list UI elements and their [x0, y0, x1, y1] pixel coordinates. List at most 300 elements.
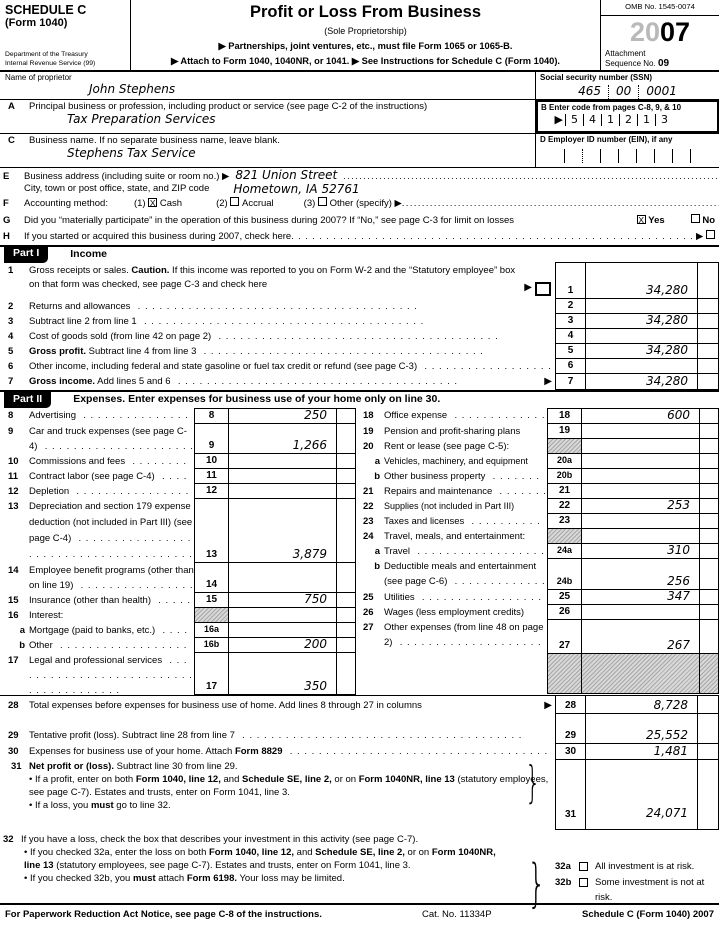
line19-amount-field[interactable] — [581, 424, 699, 439]
line3-amount-field[interactable]: 34,280 — [585, 314, 697, 329]
cell-number: 29 — [555, 714, 585, 744]
form-footer — [0, 903, 719, 925]
ssn-label: Social security number (SSN) — [540, 73, 653, 82]
line1-amount-field[interactable]: 34,280 — [585, 262, 697, 299]
cents-field[interactable] — [336, 484, 356, 499]
line18-amount-field[interactable]: 600 — [581, 408, 699, 424]
cents-field[interactable] — [699, 439, 719, 454]
line22-amount-field[interactable]: 253 — [581, 499, 699, 514]
schedule-label: SCHEDULE C — [5, 3, 87, 17]
cell-number: 12 — [194, 484, 228, 499]
line-h-row — [0, 230, 719, 245]
line-label: Depreciation and section 179 expense deduction (not included in Part III) (see page C-4) . . . — [29, 499, 194, 563]
cents-field[interactable] — [699, 454, 719, 469]
code-digit: 5 — [565, 114, 583, 126]
cents-field[interactable] — [699, 590, 719, 605]
line-g-letter: G — [3, 215, 11, 226]
line-h-label: If you started or acquired this business during 2007, check here — [24, 231, 292, 242]
line17-amount-field[interactable]: 350 — [228, 653, 336, 695]
line-c-letter: C — [8, 135, 15, 146]
materially-participate-yes-checkbox[interactable]: X — [638, 215, 644, 224]
no-label: No — [702, 215, 715, 226]
cents-field[interactable] — [699, 514, 719, 529]
cents-field[interactable] — [336, 454, 356, 469]
business-code-field[interactable] — [541, 114, 714, 126]
sequence-label: Sequence No. — [605, 59, 658, 69]
line29-amount-field[interactable]: 25,552 — [585, 714, 697, 744]
cents-field[interactable] — [336, 623, 356, 638]
line6-amount-field[interactable] — [585, 359, 697, 374]
cell-number: 3 — [555, 314, 585, 329]
cents-field[interactable] — [699, 408, 719, 424]
line-label: Utilities . . . — [384, 590, 547, 605]
line13-amount-field[interactable]: 3,879 — [228, 499, 336, 563]
sequence-number: 09 — [657, 58, 670, 70]
dept-line1: Department of the Treasury — [5, 51, 88, 59]
line27-row — [356, 620, 719, 654]
line-number: 11 — [8, 471, 19, 482]
line31-bullet-loss: • If a loss, you must go to line 32. — [29, 800, 171, 811]
line9-amount-field[interactable]: 1,266 — [228, 424, 336, 454]
line-f-letter: F — [3, 198, 9, 209]
line-number: 14 — [8, 565, 19, 576]
part1-tab: Part I — [4, 246, 48, 263]
code-digit: 1 — [637, 114, 655, 126]
brace-glyph: } — [525, 760, 541, 808]
cents-field[interactable] — [336, 408, 356, 424]
line19-row — [356, 424, 719, 439]
cell-number: 7 — [555, 374, 585, 390]
form-footer-title: Schedule C (Form 1040) 2007 — [582, 908, 714, 920]
line20b-row — [356, 469, 719, 484]
line-e-row — [0, 168, 719, 197]
line30-amount-field[interactable]: 1,481 — [585, 744, 697, 760]
line-a-row — [0, 100, 719, 134]
line-number: 19 — [363, 426, 374, 437]
cents-field[interactable] — [336, 593, 356, 608]
line1-row — [0, 262, 719, 299]
line-number: 10 — [8, 456, 19, 467]
cell-number: 1 — [555, 262, 585, 299]
line-e-indent — [0, 183, 24, 196]
line16-row — [0, 608, 356, 623]
line11-row — [0, 469, 356, 484]
cents-field[interactable] — [697, 714, 719, 744]
line-c-row — [0, 134, 719, 168]
cell-number: 22 — [547, 499, 581, 514]
line24a-row — [356, 544, 719, 559]
code-digit: 3 — [655, 114, 673, 126]
cell-number: 28 — [555, 696, 585, 714]
some-investment-not-at-risk-checkbox[interactable] — [579, 878, 588, 887]
business-address-field[interactable]: 821 Union Street — [235, 168, 338, 182]
line-number: 32b — [555, 877, 572, 888]
line13-row — [0, 499, 356, 563]
cents-field[interactable] — [697, 314, 719, 329]
line7-row — [0, 374, 719, 390]
cell-number: 16b — [194, 638, 228, 653]
attachment-label: Attachment — [605, 48, 646, 58]
cents-field[interactable] — [699, 544, 719, 559]
business-name-field[interactable]: Stephens Tax Service — [67, 146, 196, 161]
line-e-label: Business address (including suite or room no.) ▶ — [24, 171, 230, 182]
line-number: b — [374, 561, 380, 572]
line31-title: Net profit or (loss). Subtract line 30 from line 29. — [29, 761, 238, 772]
line-number: 29 — [8, 730, 19, 741]
part2-bar — [0, 390, 719, 408]
cell-number: 5 — [555, 344, 585, 359]
brace-glyph: } — [527, 854, 546, 914]
name-row — [0, 72, 719, 100]
cash-checkbox[interactable]: X — [149, 198, 156, 207]
cell-number: 23 — [547, 514, 581, 529]
line-number: 31 — [11, 761, 22, 772]
cents-field[interactable] — [699, 559, 719, 590]
principal-business-field[interactable]: Tax Preparation Services — [67, 112, 216, 127]
other-method-checkbox[interactable] — [318, 197, 327, 206]
line12-amount-field[interactable] — [228, 484, 336, 499]
arrow-right-icon: ▶ — [524, 282, 532, 293]
line32b-row — [555, 875, 719, 905]
line-number: 16 — [8, 610, 19, 621]
line2-row — [0, 299, 719, 314]
form-header — [0, 0, 719, 72]
omb-number: OMB No. 1545-0074 — [601, 0, 719, 16]
dotted-leader — [402, 198, 719, 210]
cell-number: 30 — [555, 744, 585, 760]
cents-field[interactable] — [697, 299, 719, 314]
other-method-label: Other (specify) ▶ — [329, 198, 402, 209]
yes-label: Yes — [648, 215, 665, 226]
line-label: Returns and allowances . . . — [29, 299, 555, 314]
line-number: 4 — [8, 331, 14, 342]
tax-year — [601, 16, 719, 46]
line-number: 17 — [8, 655, 19, 666]
line-number: 25 — [363, 592, 374, 603]
cents-field[interactable] — [336, 469, 356, 484]
line29-row — [0, 714, 719, 744]
cell-number: 6 — [555, 359, 585, 374]
line-e-letter: E — [3, 171, 10, 182]
started-business-checkbox[interactable] — [706, 230, 715, 239]
line16b-row — [0, 638, 356, 653]
line-number: 28 — [8, 699, 19, 711]
line26-row — [356, 605, 719, 620]
cents-field[interactable] — [699, 469, 719, 484]
line32-bullet-a: • If you checked 32a, enter the loss on both Form 1040, line 12, and Schedule SE, line 2, or on Form 1040NR, line 13 (statutory employees, see page C-7). Estates and trusts, enter on Form 1041, line 3. — [24, 847, 496, 871]
amount-field[interactable] — [581, 529, 699, 544]
line-number: 3 — [8, 316, 14, 327]
line-label: Vehicles, machinery, and equipment — [384, 456, 528, 466]
name-label: Name of proprietor — [5, 73, 72, 82]
line17-row — [0, 653, 356, 695]
cents-field[interactable] — [336, 638, 356, 653]
line24b-row — [356, 559, 719, 590]
part1-table — [0, 262, 719, 390]
line32-text — [0, 833, 555, 912]
line-label: Subtract line 2 from line 1 . . . — [29, 314, 555, 329]
line-e-label2: City, town or post office, state, and ZIP code — [24, 183, 210, 195]
line-d-label: Employer ID number (EIN), if any — [548, 135, 673, 144]
line-label: Repairs and maintenance . . . — [384, 484, 547, 499]
line-label: Commissions and fees . . . — [29, 454, 194, 469]
line-label: Taxes and licenses . . . — [384, 514, 547, 529]
cell-number: 20a — [547, 454, 581, 469]
line4-amount-field[interactable] — [585, 329, 697, 344]
line4-row — [0, 329, 719, 344]
line21-row — [356, 484, 719, 499]
instruction-line2: ▶ Attach to Form 1040, 1040NR, or 1041. ▶ See Instructions for Schedule C (Form 1040). — [170, 55, 561, 66]
line-label: Other business property . . . — [384, 469, 547, 484]
line10-amount-field[interactable] — [228, 454, 336, 469]
expense-column-left — [0, 408, 356, 695]
ssn-block — [535, 72, 719, 99]
line-number: 24 — [363, 531, 374, 542]
line26-amount-field[interactable] — [581, 605, 699, 620]
shaded-row — [356, 654, 719, 694]
line32-section — [0, 830, 719, 912]
line20b-amount-field[interactable] — [581, 469, 699, 484]
line-number: 1 — [8, 265, 14, 276]
title-block — [131, 0, 601, 70]
cents-field[interactable] — [697, 359, 719, 374]
ssn-field[interactable] — [540, 85, 715, 98]
line15-amount-field[interactable]: 750 — [228, 593, 336, 608]
cents-field[interactable] — [699, 605, 719, 620]
cell-number: 25 — [547, 590, 581, 605]
cents-field[interactable] — [697, 744, 719, 760]
line14-row — [0, 563, 356, 593]
all-investment-at-risk-checkbox[interactable] — [579, 862, 588, 871]
cell-number: 9 — [194, 424, 228, 454]
option-2-number: (2) — [216, 198, 228, 209]
line-label: Tentative profit (loss). Subtract line 28 from line 7 . . . — [29, 728, 555, 743]
shaded-cell — [194, 608, 228, 623]
line-number: 2 — [8, 301, 14, 312]
line-number: a — [19, 625, 25, 636]
omb-block — [601, 0, 719, 70]
cents-field[interactable] — [697, 374, 719, 390]
dotted-leader — [343, 171, 719, 183]
line-number: 30 — [8, 746, 19, 757]
arrow-right-icon: ▶ — [544, 376, 552, 387]
line-g-row — [0, 214, 719, 230]
line-number: 32a — [555, 861, 571, 872]
line-label: Pension and profit-sharing plans — [384, 426, 521, 437]
city-state-zip-field[interactable]: Hometown, IA 52761 — [233, 182, 360, 197]
line21-amount-field[interactable] — [581, 484, 699, 499]
proprietor-name-field[interactable]: John Stephens — [89, 82, 176, 97]
line20a-amount-field[interactable] — [581, 454, 699, 469]
line-label: Wages (less employment credits) — [384, 607, 525, 618]
line-label: Contract labor (see page C-4) . . . — [29, 469, 194, 484]
line2-amount-field[interactable] — [585, 299, 697, 314]
form-number: (Form 1040) — [5, 17, 68, 30]
year-outline: 20 — [629, 16, 660, 47]
cell-number: 21 — [547, 484, 581, 499]
line-label: Employee benefit programs (other than on line 19) . . . — [29, 563, 194, 593]
line-c-block — [0, 134, 535, 167]
ein-field[interactable] — [546, 149, 715, 163]
attachment-seq — [601, 46, 719, 71]
line-label: Gross income. Add lines 5 and 6 . . . — [29, 374, 541, 390]
cents-field[interactable] — [697, 344, 719, 359]
year-bold: 07 — [660, 16, 691, 47]
line27-amount-field[interactable]: 267 — [581, 620, 699, 654]
cell-number: 13 — [194, 499, 228, 563]
cents-field[interactable] — [336, 424, 356, 454]
part1-heading: Income — [70, 247, 108, 260]
line16a-amount-field[interactable] — [228, 623, 336, 638]
line-b-letter: B — [541, 103, 547, 112]
cents-field[interactable] — [336, 563, 356, 593]
line-label: Mortgage (paid to banks, etc.) . . . — [29, 623, 194, 638]
line-label: Travel . . . — [384, 544, 547, 559]
line32a-row — [555, 859, 719, 875]
paperwork-notice: For Paperwork Reduction Act Notice, see page C-8 of the instructions. — [5, 908, 322, 920]
cell-number: 2 — [555, 299, 585, 314]
line-label: Gross receipts or sales. Caution. If this income was reported to you on Form W-2 and the “Statutory employee” box on that form was checked, see page C-3 and check here — [29, 265, 516, 290]
cell-number: 4 — [555, 329, 585, 344]
cents-field[interactable] — [336, 653, 356, 695]
cell-number: 15 — [194, 593, 228, 608]
instruction-line1: ▶ Partnerships, joint ventures, etc., must file Form 1065 or 1065-B. — [218, 41, 513, 52]
arrow-right-icon: ▶ — [544, 699, 552, 711]
materially-participate-no-checkbox[interactable] — [691, 214, 700, 223]
line-label: Interest: — [29, 610, 64, 621]
part2-tab: Part II — [4, 392, 51, 409]
cell-number: 24b — [547, 559, 581, 590]
line-label: Advertising . . . — [29, 408, 194, 424]
line-label: Cost of goods sold (from line 42 on page 2) . . . — [29, 329, 555, 344]
cell-number: 26 — [547, 605, 581, 620]
cents-field[interactable] — [699, 424, 719, 439]
part1-bar — [0, 245, 719, 262]
cents-field[interactable] — [336, 499, 356, 563]
cents-field[interactable] — [697, 760, 719, 830]
line-label: Legal and professional services . . . — [29, 653, 194, 695]
line32-bullet-b: • If you checked 32b, you must attach Form 6198. Your loss may be limited. — [24, 873, 345, 884]
line31-amount-field[interactable]: 24,071 — [585, 760, 697, 830]
line-g-label: Did you “materially participate” in the operation of this business during 2007? If “No,” see page C-3 for limit on losses — [24, 215, 515, 226]
code-digit: 1 — [601, 114, 619, 126]
option-3-number: (3) — [303, 198, 316, 209]
line-number: 12 — [8, 486, 19, 497]
cell-number: 27 — [547, 620, 581, 654]
ssn-part2: 00 — [608, 85, 638, 98]
arrow-right-icon: ▶ — [696, 231, 704, 242]
line11-amount-field[interactable] — [228, 469, 336, 484]
line-label: Insurance (other than health) . . . — [29, 593, 194, 608]
line-number: b — [374, 471, 380, 482]
cell-number: 31 — [555, 760, 585, 830]
shaded-cell — [581, 654, 699, 694]
line-number: 7 — [8, 376, 14, 387]
line23-row — [356, 514, 719, 529]
cents-field[interactable] — [697, 329, 719, 344]
accrual-label: Accrual — [241, 198, 274, 209]
line28-amount-field[interactable]: 8,728 — [585, 696, 697, 714]
code-digit: 2 — [619, 114, 637, 126]
line-label: Total expenses before expenses for business use of home. Add lines 8 through 27 in columns — [29, 699, 422, 711]
line-a-block — [0, 100, 535, 133]
line9-row — [0, 424, 356, 454]
cell-number: 18 — [547, 408, 581, 424]
line8-amount-field[interactable]: 250 — [228, 408, 336, 424]
line-number: 18 — [363, 410, 374, 421]
line-b-label: Enter code from pages C-8, 9, & 10 — [549, 103, 682, 112]
form-id-block — [0, 0, 131, 70]
line5-amount-field[interactable]: 34,280 — [585, 344, 697, 359]
line-d-letter: D — [540, 135, 546, 144]
line8-row — [0, 408, 356, 424]
cents-field[interactable] — [699, 620, 719, 654]
cents-field[interactable] — [699, 484, 719, 499]
part2-heading: Expenses. Enter expenses for business use of your home only on line 30. — [73, 393, 441, 406]
line-number: 15 — [8, 595, 19, 606]
amount-field[interactable] — [581, 439, 699, 454]
line-label: Gross profit. Subtract line 4 from line 3 . . . — [29, 344, 555, 359]
line31-bullet-profit: • If a profit, enter on both Form 1040, line 12, and Schedule SE, line 2, or on Form 1040NR, line 13 (statutory employees, see page C-7). Estates and trusts, enter on Form 1041, line 3. — [29, 774, 549, 798]
line24a-amount-field[interactable]: 310 — [581, 544, 699, 559]
line14-amount-field[interactable] — [228, 563, 336, 593]
cents-field[interactable] — [336, 608, 356, 623]
line18-row — [356, 408, 719, 424]
cents-field[interactable] — [699, 529, 719, 544]
line16a-row — [0, 623, 356, 638]
line-number: 5 — [8, 346, 14, 357]
line20-row — [356, 439, 719, 454]
line25-amount-field[interactable]: 347 — [581, 590, 699, 605]
cents-field[interactable] — [697, 262, 719, 299]
line7-amount-field[interactable]: 34,280 — [585, 374, 697, 390]
line10-row — [0, 454, 356, 469]
line32a-label: All investment is at risk. — [595, 861, 695, 872]
cell-number: 16a — [194, 623, 228, 638]
line-number: b — [19, 640, 25, 651]
cents-field[interactable] — [699, 499, 719, 514]
line-label: Supplies (not included in Part III) — [384, 501, 515, 511]
line-f-row — [0, 197, 719, 214]
cell-number: 14 — [194, 563, 228, 593]
line-number: 22 — [363, 501, 374, 512]
line-number: 9 — [8, 426, 14, 437]
line-label: Deductible meals and entertainment (see page C-6) . . . — [384, 559, 547, 590]
line16b-amount-field[interactable]: 200 — [228, 638, 336, 653]
line23-amount-field[interactable] — [581, 514, 699, 529]
line32-intro: If you have a loss, check the box that describes your investment in this activity (see page C-7). — [21, 834, 419, 845]
line31-row — [0, 760, 719, 830]
line-number: 23 — [363, 516, 374, 527]
line-label: Travel, meals, and entertainment: — [384, 531, 526, 542]
line24b-amount-field[interactable]: 256 — [581, 559, 699, 590]
accrual-checkbox[interactable] — [230, 197, 239, 206]
cents-field[interactable] — [697, 696, 719, 714]
line-number: 26 — [363, 607, 374, 618]
statutory-employee-checkbox[interactable] — [535, 282, 551, 296]
line6-row — [0, 359, 719, 374]
expense-table — [0, 408, 719, 696]
cell-number: 17 — [194, 653, 228, 695]
shaded-cell — [699, 654, 719, 694]
amount-field[interactable] — [228, 608, 336, 623]
line-number: 21 — [363, 486, 374, 497]
line24-row — [356, 529, 719, 544]
proprietor-block — [0, 72, 535, 99]
cell-number: 19 — [547, 424, 581, 439]
shaded-cell — [547, 529, 581, 544]
cell-number: 11 — [194, 469, 228, 484]
